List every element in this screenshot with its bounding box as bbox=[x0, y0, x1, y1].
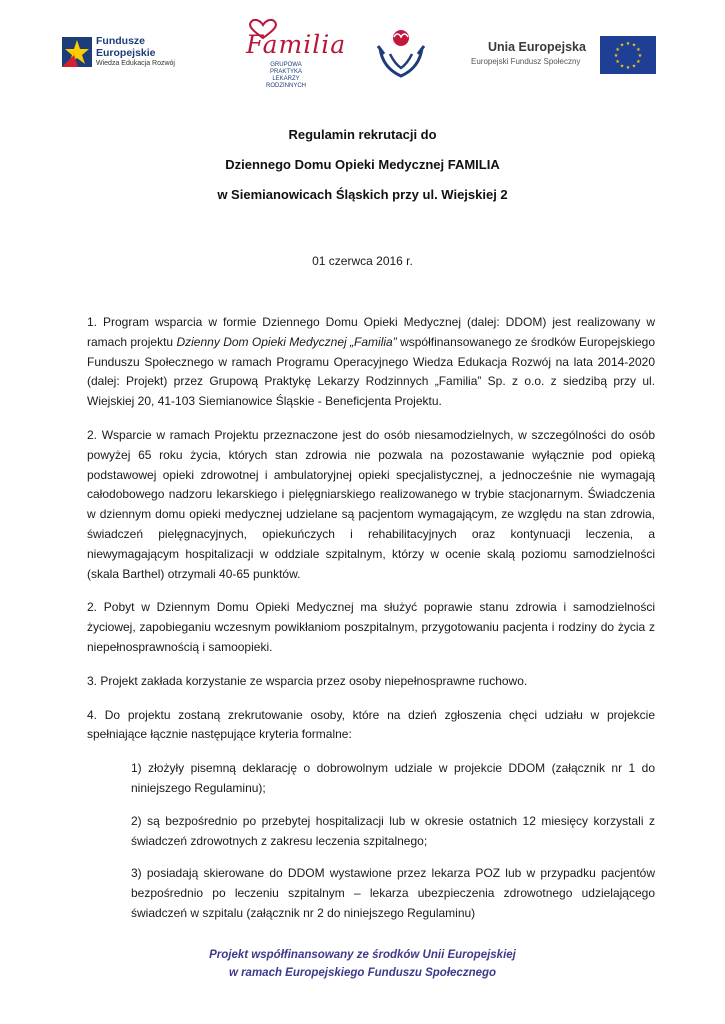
svg-text:★: ★ bbox=[625, 65, 631, 71]
paragraph-5: 4. Do projektu zostaną zrekrutowanie osoby, które na dzień zgłoszenia chęci udziału w projekcie spełniające łącznie następujące kryteria formalne: bbox=[87, 707, 655, 742]
eu-flag-icon bbox=[600, 36, 656, 74]
svg-text:★: ★ bbox=[625, 41, 631, 47]
footer-line-2: w ramach Europejskiego Funduszu Społecznego bbox=[228, 967, 497, 979]
document-title bbox=[0, 125, 725, 215]
fundusze-star-icon bbox=[62, 37, 92, 67]
page-footer bbox=[0, 946, 725, 982]
familia-logo bbox=[240, 18, 347, 89]
paragraph-1-end: współfinansowanego ze środków Europejskiego Funduszu Społecznego w ramach Programu Operacyjnego Wiedza Edukacja Rozwój na lata 2014-2020 (dalej: Projekt) przez Grupową Praktykę Lekarzy Rodzinnych „Familia” Sp. z o.o. z siedzibą przy ul. Wiejskiej 20, 41-103 Siemianowice Śląskie - Beneficjenta Projektu. bbox=[87, 334, 656, 409]
fundusze-text bbox=[96, 35, 175, 69]
svg-text:★: ★ bbox=[637, 53, 643, 59]
fundusze-europejskie-logo bbox=[62, 33, 182, 81]
familia-wordmark: Familia bbox=[246, 30, 347, 59]
svg-text:★: ★ bbox=[636, 59, 641, 65]
project-name: Dzienny Dom Opieki Medycznej „Familia” bbox=[176, 334, 397, 349]
title-line-2: Dziennego Domu Opieki Medycznej FAMILIA bbox=[225, 157, 500, 172]
paragraph-3: 2. Pobyt w Dziennym Domu Opieki Medycznej ma służyć poprawie stanu zdrowia i samodzielności życiowej, zapobieganiu wczesnym powikłaniom poszpitalnym, przygotowaniu pacjenta i rodziny do życia z niepełnosprawnością i samoopieki. bbox=[87, 600, 655, 654]
paragraph-2: 2. Wsparcie w ramach Projektu przeznaczone jest do osób niesamodzielnych, w szczególności do osób powyżej 65 roku życia, których stan zdrowia nie pozwala na pozostawanie wyłącznie pod opieką podstawowej opieki zdrowotnej i ambulatoryjnej opieki specjalistycznej, a jednocześnie nie wymagają całodobowego nadzoru lekarskiego i pielęgniarskiego realizowanego w trybie stacjonarnym. Świadczenia w dziennym domu opieki medycznej udzielane są pacjentom wymagającym, ze względu na stan zdrowia, świadczeń pielęgnacyjnych, opiekuńczych i rehabilitacyjnych oraz kontynuacji leczenia, a niewymagającym hospitalizacji w oddziale szpitalnym, którzy w ocenie skalą poziomu samodzielności (skala Barthel) otrzymali 40-65 punktów. bbox=[87, 427, 655, 581]
svg-text:★: ★ bbox=[631, 63, 637, 70]
criteria-item: 1) złożyły pisemną deklarację o dobrowolnym udziale w projekcie DDOM (załącznik nr 1 do niniejszego Regulaminu); bbox=[131, 761, 655, 795]
title-line-3: w Siemianowicach Śląskich przy ul. Wiejskiej 2 bbox=[217, 187, 508, 202]
paragraph-1 bbox=[87, 313, 655, 412]
hands-heart-icon bbox=[372, 24, 430, 82]
paragraph-1-start: 1. Program wsparcia w formie Dziennego Domu Opieki Medycznej (dalej: DDOM) jest realizowany w ramach projektu bbox=[87, 315, 655, 349]
ue-title: Unia Europejska bbox=[488, 40, 586, 54]
fundusze-line1: Fundusze bbox=[96, 35, 145, 47]
hands-emblem-logo bbox=[372, 24, 430, 82]
criteria-item: 2) są bezpośrednio po przebytej hospitalizacji lub w okresie ostatnich 12 miesięcy korzystali z świadczeń zdrowotnych z zakresu leczenia szpitalnego; bbox=[131, 813, 655, 848]
document-date: 01 czerwca 2016 r. bbox=[312, 254, 413, 268]
logo-header bbox=[0, 0, 725, 100]
svg-text:★: ★ bbox=[615, 59, 620, 65]
svg-text:★: ★ bbox=[636, 47, 641, 53]
familia-sub2: LEKARZY RODZINNYCH bbox=[266, 76, 306, 89]
ue-subtitle: Europejski Fundusz Społeczny bbox=[471, 57, 581, 66]
footer-line-1: Projekt współfinansowany ze środków Unii Europejskiej bbox=[209, 949, 516, 961]
criteria-item: 3) posiadają skierowane do DDOM wystawione przez lekarza POZ lub w przypadku pacjentów bezpośrednio po leczeniu szpitalnym – lekarza ubezpieczenia zdrowotnego udzielającego świadczeń w szpitalu (załącznik nr 2 do niniejszego Regulaminu) bbox=[131, 866, 655, 920]
familia-subtitle bbox=[256, 62, 316, 90]
svg-text:★: ★ bbox=[613, 53, 619, 59]
fundusze-line3: Wiedza Edukacja Rozwój bbox=[96, 60, 175, 67]
fundusze-line2: Europejskie bbox=[96, 47, 156, 59]
svg-text:★: ★ bbox=[615, 47, 620, 53]
title-line-1: Regulamin rekrutacji do bbox=[288, 127, 437, 142]
svg-text:★: ★ bbox=[619, 63, 625, 70]
paragraph-4: 3. Projekt zakłada korzystanie ze wsparcia przez osoby niepełnosprawne ruchowo. bbox=[87, 673, 528, 688]
unia-europejska-logo bbox=[468, 32, 658, 76]
familia-sub1: GRUPOWA PRAKTYKA bbox=[269, 62, 302, 75]
svg-text:★: ★ bbox=[631, 42, 637, 49]
document-body bbox=[87, 313, 655, 937]
svg-text:★: ★ bbox=[619, 42, 625, 49]
